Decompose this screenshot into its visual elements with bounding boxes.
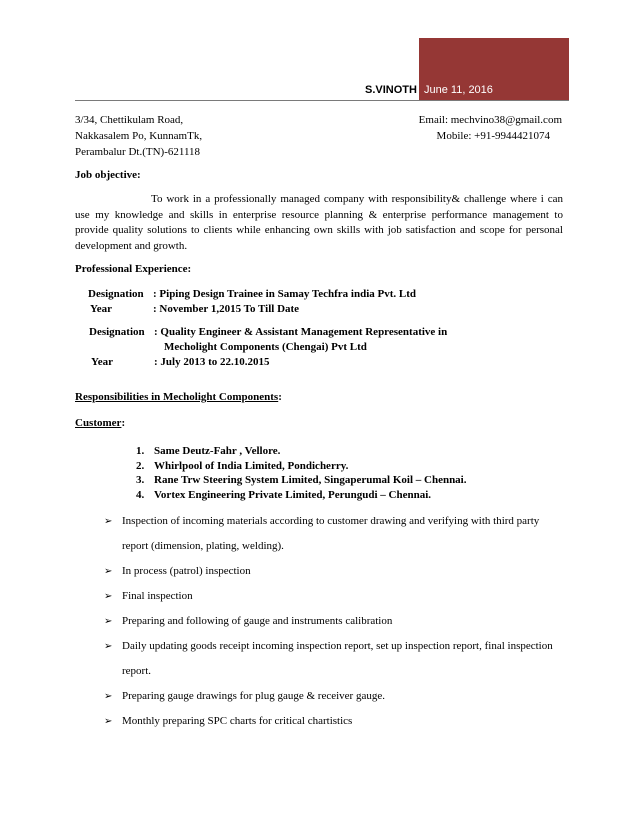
address-line: 3/34, Chettikulam Road, [75, 114, 184, 126]
responsibility-text: Preparing gauge drawings for plug gauge & receiver gauge. [122, 690, 385, 702]
arrowhead-bullet-icon: ➢ [104, 616, 113, 627]
header-date: June 11, 2016 [424, 84, 493, 96]
customer-name: Vortex Engineering Private Limited, Perungudi – Chennai. [154, 488, 432, 501]
address-block [75, 112, 202, 160]
responsibilities-heading [75, 389, 282, 405]
list-item [100, 609, 570, 634]
address-line: Perambalur Dt.(TN)-621118 [75, 146, 201, 158]
list-number: 2. [136, 459, 145, 472]
list-item [100, 509, 570, 559]
customer-name: Whirlpool of India Limited, Pondicherry. [154, 459, 349, 472]
responsibility-text: Preparing and following of gauge and instruments calibration [122, 615, 393, 627]
email-text[interactable]: Email: mechvino38@gmail.com [418, 114, 562, 126]
customer-name: Rane Trw Steering System Limited, Singaperumal Koil – Chennai. [154, 474, 467, 486]
header-name: S.VINOTH [363, 80, 419, 100]
header-divider [75, 100, 569, 101]
list-item [136, 473, 467, 488]
experience-entry [88, 287, 416, 317]
customer-heading-colon: : [121, 417, 126, 429]
list-item [100, 634, 570, 684]
designation-label: Designation [89, 326, 145, 338]
arrowhead-bullet-icon: ➢ [104, 591, 113, 602]
responsibility-text-continued: report (dimension, plating, welding). [122, 540, 284, 552]
arrowhead-bullet-icon: ➢ [104, 641, 113, 652]
address-line: Nakkasalem Po, KunnamTk, [75, 130, 203, 142]
responsibilities-heading-text: Responsibilities in Mecholight Components [75, 391, 279, 403]
list-item [136, 488, 467, 503]
mobile-text: Mobile: +91-9944421074 [436, 130, 550, 142]
arrowhead-bullet-icon: ➢ [104, 516, 113, 527]
list-number: 3. [136, 474, 145, 486]
year-value: : November 1,2015 To Till Date [153, 303, 300, 315]
designation-value: : Quality Engineer & Assistant Management Representative in [154, 326, 448, 338]
designation-value: : Piping Design Trainee in Samay Techfra india Pvt. Ltd [153, 288, 417, 300]
customer-heading [75, 415, 125, 431]
year-value: : July 2013 to 22.10.2015 [154, 356, 270, 368]
list-item [100, 684, 570, 709]
contact-block [419, 112, 562, 144]
year-label: Year [90, 303, 112, 315]
list-item [100, 584, 570, 609]
objective-heading: Job objective: [75, 169, 141, 181]
objective-text: To work in a professionally managed company with responsibility& challenge where i can use my knowledge and skills in enterprise resource planning & enterprise performance management to provide quality solutions to clients while enhancing own skills with job satisfaction and scope for personal development and growth. [75, 193, 563, 252]
experience-entry [89, 325, 447, 370]
list-number: 4. [136, 488, 145, 501]
year-label: Year [91, 356, 113, 368]
responsibility-text: Daily updating goods receipt incoming inspection report, set up inspection report, final inspection [122, 640, 553, 652]
list-item [136, 459, 467, 474]
customer-list [136, 444, 467, 502]
responsibility-text: Inspection of incoming materials according to customer drawing and verifying with third party [122, 515, 540, 527]
customer-name: Same Deutz-Fahr , Vellore. [154, 445, 281, 457]
customer-heading-text: Customer [75, 417, 122, 429]
list-item [136, 444, 467, 459]
arrowhead-bullet-icon: ➢ [104, 566, 113, 577]
designation-value-continued: Mecholight Components (Chengai) Pvt Ltd [164, 341, 367, 353]
responsibility-text-continued: report. [122, 665, 152, 677]
responsibility-text: In process (patrol) inspection [122, 565, 251, 577]
list-item [100, 709, 570, 734]
experience-heading: Professional Experience: [75, 263, 192, 275]
responsibilities-heading-colon: : [278, 391, 282, 403]
arrowhead-bullet-icon: ➢ [104, 716, 113, 727]
responsibility-list [100, 509, 570, 734]
arrowhead-bullet-icon: ➢ [104, 691, 113, 702]
responsibility-text: Monthly preparing SPC charts for critical chartistics [122, 715, 353, 727]
responsibility-text: Final inspection [122, 590, 193, 602]
designation-label: Designation [88, 288, 144, 300]
list-number: 1. [136, 445, 145, 457]
list-item [100, 559, 570, 584]
